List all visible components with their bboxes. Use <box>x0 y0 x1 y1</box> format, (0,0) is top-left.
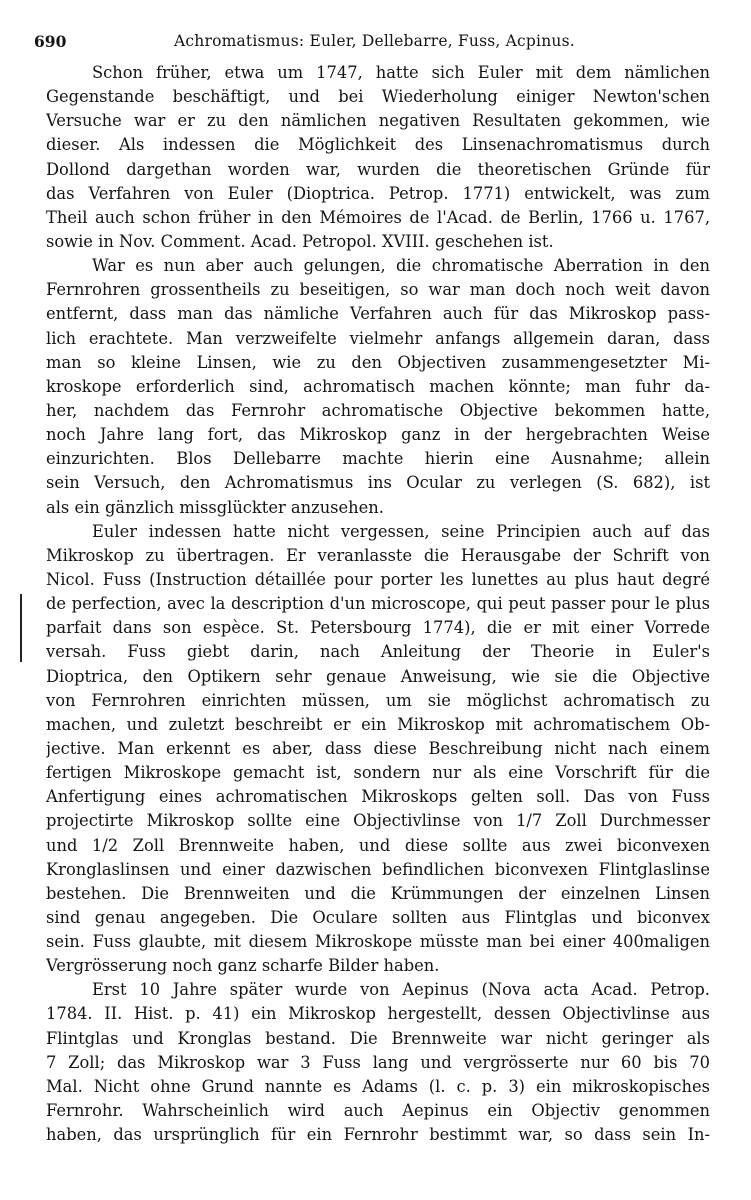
text-line: sowie in Nov. Comment. Acad. Petropol. XVIII. geschehen ist. <box>46 231 554 251</box>
text-line: Erst 10 Jahre später wurde von Aepinus (Nova acta Acad. Petrop. <box>92 980 710 1000</box>
text-line: sein Versuch, den Achromatismus ins Ocular zu verlegen (S. 682), ist <box>46 473 710 493</box>
text-line: Vergrösserung noch ganz scharfe Bilder haben. <box>46 956 440 976</box>
running-header <box>34 32 711 56</box>
text-line: Anfertigung eines achromatischen Mikroskops gelten soll. Das von Fuss <box>46 787 710 807</box>
text-line: parfait dans son espèce. St. Petersbourg 1774), die er mit einer Vorrede <box>46 618 710 638</box>
text-line: als ein gänzlich missglückter anzusehen. <box>46 497 384 517</box>
text-line: War es nun aber auch gelungen, die chromatische Aberration in den <box>92 256 710 276</box>
text-line: man so kleine Linsen, wie zu den Objectiven zusammengesetzter Mi- <box>46 352 710 372</box>
text-line: versah. Fuss giebt darin, nach Anleitung der Theorie in Euler's <box>46 642 710 662</box>
text-line: noch Jahre lang fort, das Mikroskop ganz in der hergebrachten Weise <box>46 425 710 445</box>
body-text <box>46 61 710 1147</box>
text-line: einzurichten. Blos Dellebarre machte hierin eine Ausnahme; allein <box>46 449 710 469</box>
text-line: machen, und zuletzt beschreibt er ein Mikroskop mit achromatischem Ob- <box>46 714 710 734</box>
text-line: von Fernrohren einrichten müssen, um sie möglichst achromatisch zu <box>46 690 710 710</box>
text-line: und 1/2 Zoll Brennweite haben, und diese sollte aus zwei biconvexen <box>46 835 710 855</box>
text-line: entfernt, dass man das nämliche Verfahren auch für das Mikroskop pass- <box>46 304 710 324</box>
text-line: 1784. II. Hist. p. 41) ein Mikroskop hergestellt, dessen Objectivlinse aus <box>46 1004 710 1024</box>
text-line: Nicol. Fuss (Instruction détaillée pour porter les lunettes au plus haut degré <box>46 569 710 589</box>
text-line: Dollond dargethan worden war, wurden die theoretischen Gründe für <box>46 159 710 179</box>
text-line: Gegenstande beschäftigt, und bei Wiederholung einiger Newton'schen <box>46 87 710 107</box>
text-line: projectirte Mikroskop sollte eine Objectivlinse von 1/7 Zoll Durchmesser <box>46 811 710 831</box>
text-line: 7 Zoll; das Mikroskop war 3 Fuss lang und vergrösserte nur 60 bis 70 <box>46 1052 710 1072</box>
text-line: kroskope erforderlich sind, achromatisch machen könnte; man fuhr da- <box>46 376 710 396</box>
text-line: Dioptrica, den Optikern sehr genaue Anweisung, wie sie die Objective <box>46 666 710 686</box>
text-line: Fernrohr. Wahrscheinlich wird auch Aepinus ein Objectiv genommen <box>46 1101 710 1121</box>
text-line: sein. Fuss glaubte, mit diesem Mikroskope müsste man bei einer 400maligen <box>46 932 710 952</box>
text-line: lich erachtete. Man verzweifelte vielmehr anfangs allgemein daran, dass <box>46 328 710 348</box>
text-line: fertigen Mikroskope gemacht ist, sondern nur als eine Vorschrift für die <box>46 763 710 783</box>
text-line: Mal. Nicht ohne Grund nannte es Adams (l. c. p. 3) ein mikroskopisches <box>46 1076 710 1096</box>
text-line: Schon früher, etwa um 1747, hatte sich Euler mit dem nämlichen <box>92 63 710 82</box>
text-line: Euler indessen hatte nicht vergessen, seine Principien auch auf das <box>92 521 710 541</box>
text-line: Fernrohren grossentheils zu beseitigen, so war man doch noch weit davon <box>46 280 710 300</box>
text-line: haben, das ursprünglich für ein Fernrohr bestimmt war, so dass sein In- <box>46 1125 710 1145</box>
text-line: Versuche war er zu den nämlichen negativen Resultaten gekommen, wie <box>46 111 710 131</box>
text-line: Theil auch schon früher in den Mémoires de l'Acad. de Berlin, 1766 u. 1767, <box>46 207 710 227</box>
text-line: dieser. Als indessen die Möglichkeit des Linsenachromatismus durch <box>46 135 710 155</box>
text-line: de perfection, avec la description d'un microscope, qui peut passer pour le plus <box>46 594 710 614</box>
text-line: sind genau angegeben. Die Oculare sollten aus Flintglas und biconvex <box>46 907 710 927</box>
text-line: Flintglas und Kronglas bestand. Die Brennweite war nicht geringer als <box>46 1028 710 1048</box>
text-line: bestehen. Die Brennweiten und die Krümmungen der einzelnen Linsen <box>46 883 710 903</box>
text-line: Kronglaslinsen und einer dazwischen befindlichen biconvexen Flintglaslinse <box>46 859 710 879</box>
running-title: Achromatismus: Euler, Dellebarre, Fuss, Acpinus. <box>174 32 575 50</box>
margin-bracket <box>20 594 22 662</box>
text-line: her, nachdem das Fernrohr achromatische Objective bekommen hatte, <box>46 400 710 420</box>
page-number: 690 <box>34 32 67 51</box>
text-line: Mikroskop zu übertragen. Er veranlasste die Herausgabe der Schrift von <box>46 545 710 565</box>
text-line: jective. Man erkennt es aber, dass diese Beschreibung nicht nach einem <box>46 738 710 758</box>
text-line: das Verfahren von Euler (Dioptrica. Petrop. 1771) entwickelt, was zum <box>46 183 710 203</box>
